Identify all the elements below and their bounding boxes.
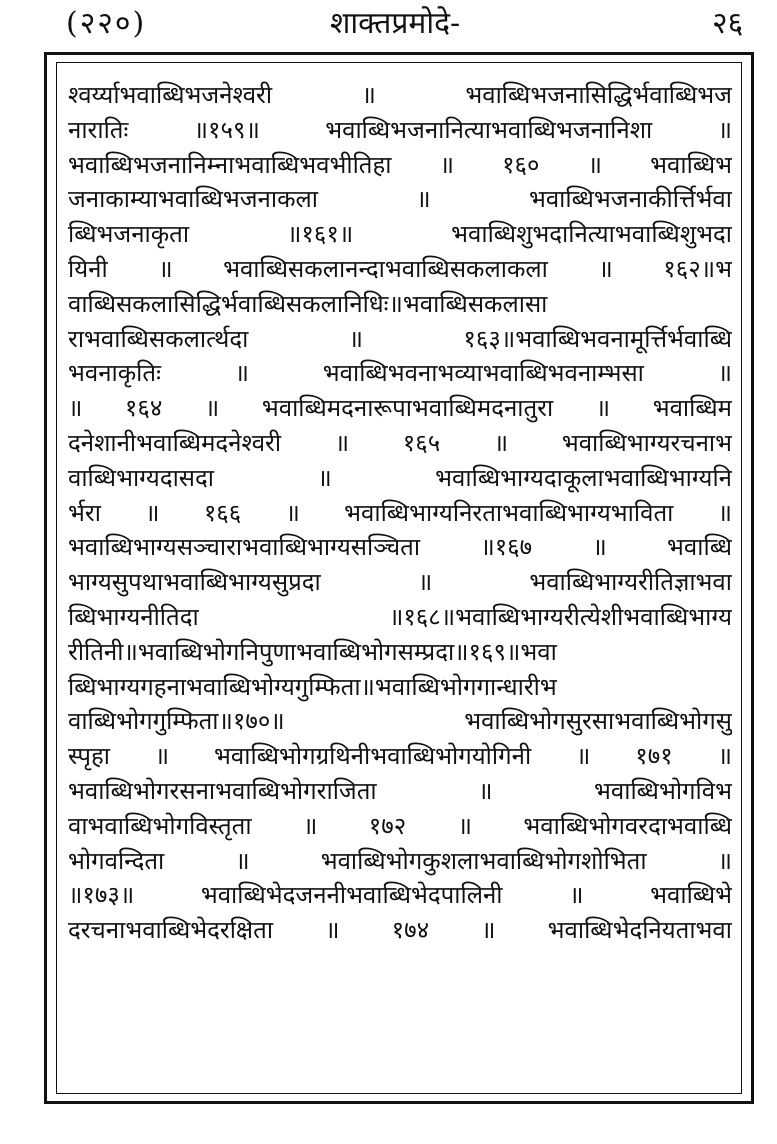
text-line: राभवाब्धिसकलार्त्थदा ॥ १६३॥भवाब्धिभवनामूर्त्तिर्भवाब्धि: [68, 324, 732, 353]
folio-number: २६: [712, 6, 744, 41]
text-line: भोगवन्दिता ॥ भवाब्धिभोगकुशलाभवाब्धिभोगशोभिता ॥: [68, 846, 732, 875]
text-line: वाभवाब्धिभोगविस्तृता ॥ १७२ ॥ भवाब्धिभोगवरदाभवाब्धि: [68, 811, 732, 840]
text-line: रीतिनी॥भवाब्धिभोगनिपुणाभवाब्धिभोगसम्प्रदा॥१६९॥भवा: [68, 637, 557, 666]
text-line: भवाब्धिभजनानिम्नाभवाब्धिभवभीतिहा ॥ १६० ॥ भवाब्धिभ: [68, 150, 732, 179]
text-line: ब्धिभाग्यगहनाभवाब्धिभोग्यगुम्फिता॥भवाब्धिभोगगान्धारीभ: [68, 672, 557, 701]
running-title: शाक्तप्रमोदे-: [330, 6, 461, 41]
text-line: यिनी ॥ भवाब्धिसकलानन्दाभवाब्धिसकलाकला ॥ १६२॥भ: [68, 254, 732, 283]
text-line: दनेशानीभवाब्धिमदनेश्वरी ॥ १६५ ॥ भवाब्धिभाग्यरचनाभ: [68, 428, 732, 457]
text-line: ॥ १६४ ॥ भवाब्धिमदनारूपाभवाब्धिमदनातुरा ॥ भवाब्धिम: [68, 394, 732, 423]
text-line: ब्धिभाग्यनीतिदा ॥१६८॥भवाब्धिभाग्यरीत्येशीभवाब्धिभाग्य: [68, 602, 732, 631]
text-line: भवनाकृतिः ॥ भवाब्धिभवनाभव्याभवाब्धिभवनाम्भसा ॥: [68, 359, 732, 388]
text-line: भाग्यसुपथाभवाब्धिभाग्यसुप्रदा ॥ भवाब्धिभाग्यरीतिज्ञाभवा: [68, 568, 732, 597]
text-line: वाब्धिभाग्यदासदा ॥ भवाब्धिभाग्यदाकूलाभवाब्धिभाग्यनि: [68, 463, 732, 492]
page-header: [0, 4, 777, 48]
text-line: ॥१७३॥ भवाब्धिभेदजननीभवाब्धिभेदपालिनी ॥ भवाब्धिभे: [68, 881, 732, 910]
text-line: वाब्धिभोगगुम्फिता॥१७०॥ भवाब्धिभोगसुरसाभवाब्धिभोगसु: [68, 707, 732, 736]
text-line: भवाब्धिभोगरसनाभवाब्धिभोगराजिता ॥ भवाब्धिभोगविभ: [68, 776, 732, 805]
text-line: भवाब्धिभाग्यसञ्चाराभवाब्धिभाग्यसञ्चिता ॥१६७ ॥ भवाब्धि: [68, 533, 732, 562]
text-line: नारातिः ॥१५९॥ भवाब्धिभजनानित्याभवाब्धिभजनानिशा ॥: [68, 115, 732, 144]
text-line: श्वर्य्याभवाब्धिभजनेश्वरी ॥ भवाब्धिभजनासिद्धिर्भवाब्धिभज: [68, 81, 732, 109]
text-line: ब्धिभजनाकृता ॥१६१॥ भवाब्धिशुभदानित्याभवाब्धिशुभदा: [68, 220, 732, 249]
text-line: जनाकाम्याभवाब्धिभजनाकला ॥ भवाब्धिभजनाकीर्त्तिर्भवा: [68, 185, 732, 214]
text-line: वाब्धिसकलासिद्धिर्भवाब्धिसकलानिधिः॥भवाब्धिसकलासा: [68, 289, 548, 318]
text-line: स्पृहा ॥ भवाब्धिभोगग्रथिनीभवाब्धिभोगयोगिनी ॥ १७१ ॥: [68, 742, 732, 771]
text-line: दरचनाभवाब्धिभेदरक्षिता ॥ १७४ ॥ भवाब्धिभेदनियताभवा: [68, 916, 732, 945]
verse-text-block: [68, 78, 732, 1088]
page-number: (२२०): [66, 6, 147, 41]
text-line: र्भरा ॥ १६६ ॥ भवाब्धिभाग्यनिरताभवाब्धिभाग्यभाविता ॥: [68, 498, 732, 527]
